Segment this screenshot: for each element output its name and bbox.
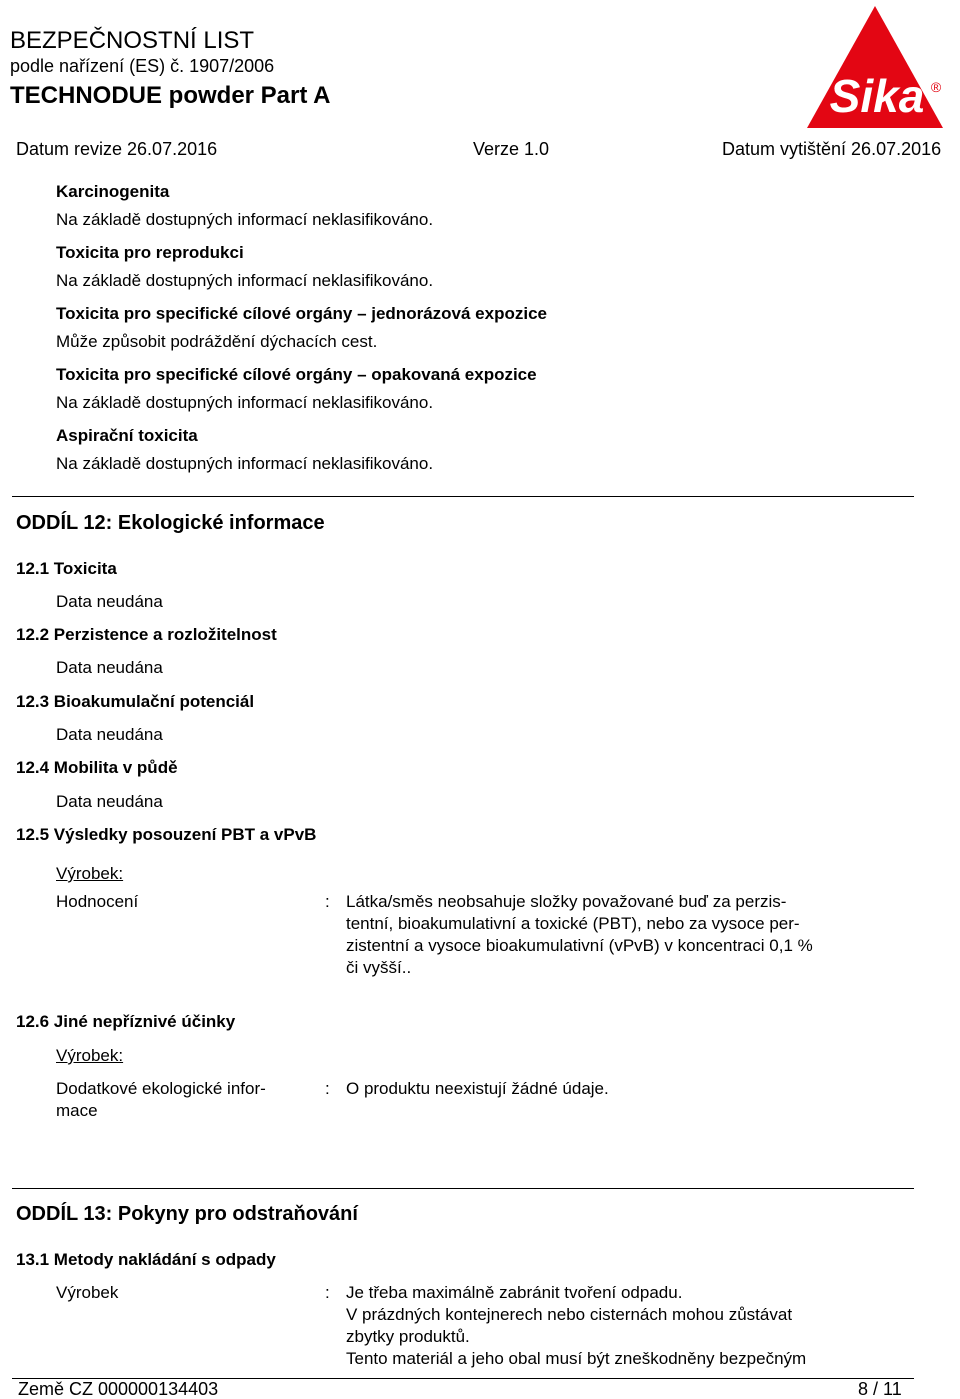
sub-12-2-title: 12.2 Perzistence a rozložitelnost: [16, 625, 277, 644]
sub-12-6-value: O produktu neexistují žádné údaje.: [346, 1079, 609, 1098]
sub-12-5-title: 12.5 Výsledky posouzení PBT a vPvB: [16, 825, 317, 844]
sub-12-5-colon: :: [325, 892, 330, 911]
sub-12-1-text: Data neudána: [56, 592, 163, 611]
section-13-rule: [12, 1188, 914, 1189]
tox-text-carcinogenicity: Na základě dostupných informací neklasifikováno.: [56, 210, 434, 229]
sub-13-1-colon: :: [325, 1283, 330, 1302]
sub-13-1-title: 13.1 Metody nakládání s odpady: [16, 1250, 276, 1269]
tox-title-reproduction: Toxicita pro reprodukci: [56, 243, 244, 262]
sub-12-5-row-label: Hodnocení: [56, 892, 139, 911]
sub-12-6-row-label-2: mace: [56, 1101, 98, 1120]
sub-12-3-title: 12.3 Bioakumulační potenciál: [16, 692, 255, 711]
section-12-rule: [12, 496, 914, 497]
sub-12-2-text: Data neudána: [56, 658, 163, 677]
tox-text-reproduction: Na základě dostupných informací neklasifikováno.: [56, 271, 434, 290]
print-date: Datum vytištění 26.07.2016: [722, 139, 942, 159]
tox-title-stot-single: Toxicita pro specifické cílové orgány – jednorázová expozice: [56, 304, 547, 323]
footer-country-id: Země CZ 000000134403: [18, 1379, 219, 1399]
sub-12-4-text: Data neudána: [56, 792, 163, 811]
product-name: TECHNODUE powder Part A: [10, 82, 331, 109]
doc-title: BEZPEČNOSTNÍ LIST: [10, 27, 255, 54]
sub-12-6-row-label-1: Dodatkové ekologické infor-: [56, 1079, 266, 1098]
sub-12-5-line-1: Látka/směs neobsahuje složky považované buď za perzis-: [346, 892, 787, 911]
sub-12-6-colon: :: [325, 1079, 330, 1098]
sub-12-6-title: 12.6 Jiné nepříznivé účinky: [16, 1012, 236, 1031]
sub-13-1-line-1: Je třeba maximálně zabránit tvoření odpadu.: [346, 1283, 683, 1302]
section-13-title: ODDÍL 13: Pokyny pro odstraňování: [16, 1203, 358, 1225]
sub-13-1-line-3: zbytky produktů.: [346, 1327, 470, 1346]
sub-12-6-product-label: Výrobek:: [56, 1046, 124, 1065]
sub-12-5-line-3: zistentní a vysoce bioakumulativní (vPvB) v koncentraci 0,1 %: [346, 936, 813, 955]
regulation: podle nařízení (ES) č. 1907/2006: [10, 56, 275, 76]
sub-13-1-line-4: Tento materiál a jeho obal musí být zneškodněny bezpečným: [346, 1349, 807, 1368]
sub-13-1-row-label: Výrobek: [56, 1283, 119, 1302]
tox-title-aspiration: Aspirační toxicita: [56, 426, 198, 445]
registered-mark: ®: [930, 79, 942, 95]
tox-text-aspiration: Na základě dostupných informací neklasifikováno.: [56, 454, 434, 473]
section-12-title: ODDÍL 12: Ekologické informace: [16, 512, 325, 534]
sika-logo: [805, 4, 945, 130]
sub-13-1-line-2: V prázdných kontejnerech nebo cisternách mohou zůstávat: [346, 1305, 793, 1324]
sub-12-5-product-label: Výrobek:: [56, 864, 124, 883]
sub-12-4-title: 12.4 Mobilita v půdě: [16, 758, 178, 777]
sub-12-5-line-4: či vyšší..: [346, 958, 412, 977]
page-number: 8 / 11: [858, 1379, 902, 1399]
tox-text-stot-repeated: Na základě dostupných informací neklasifikováno.: [56, 393, 434, 412]
logo-text: Sika: [829, 70, 925, 122]
sub-12-1-title: 12.1 Toxicita: [16, 559, 117, 578]
tox-title-stot-repeated: Toxicita pro specifické cílové orgány – opakovaná expozice: [56, 365, 537, 384]
tox-title-carcinogenicity: Karcinogenita: [56, 182, 170, 201]
tox-text-stot-single: Může způsobit podráždění dýchacích cest.: [56, 332, 378, 351]
revision-date: Datum revize 26.07.2016: [16, 139, 218, 159]
sub-12-3-text: Data neudána: [56, 725, 163, 744]
version: Verze 1.0: [473, 139, 550, 159]
sub-12-5-line-2: tentní, bioakumulativní a toxické (PBT), nebo za vysoce per-: [346, 914, 800, 933]
